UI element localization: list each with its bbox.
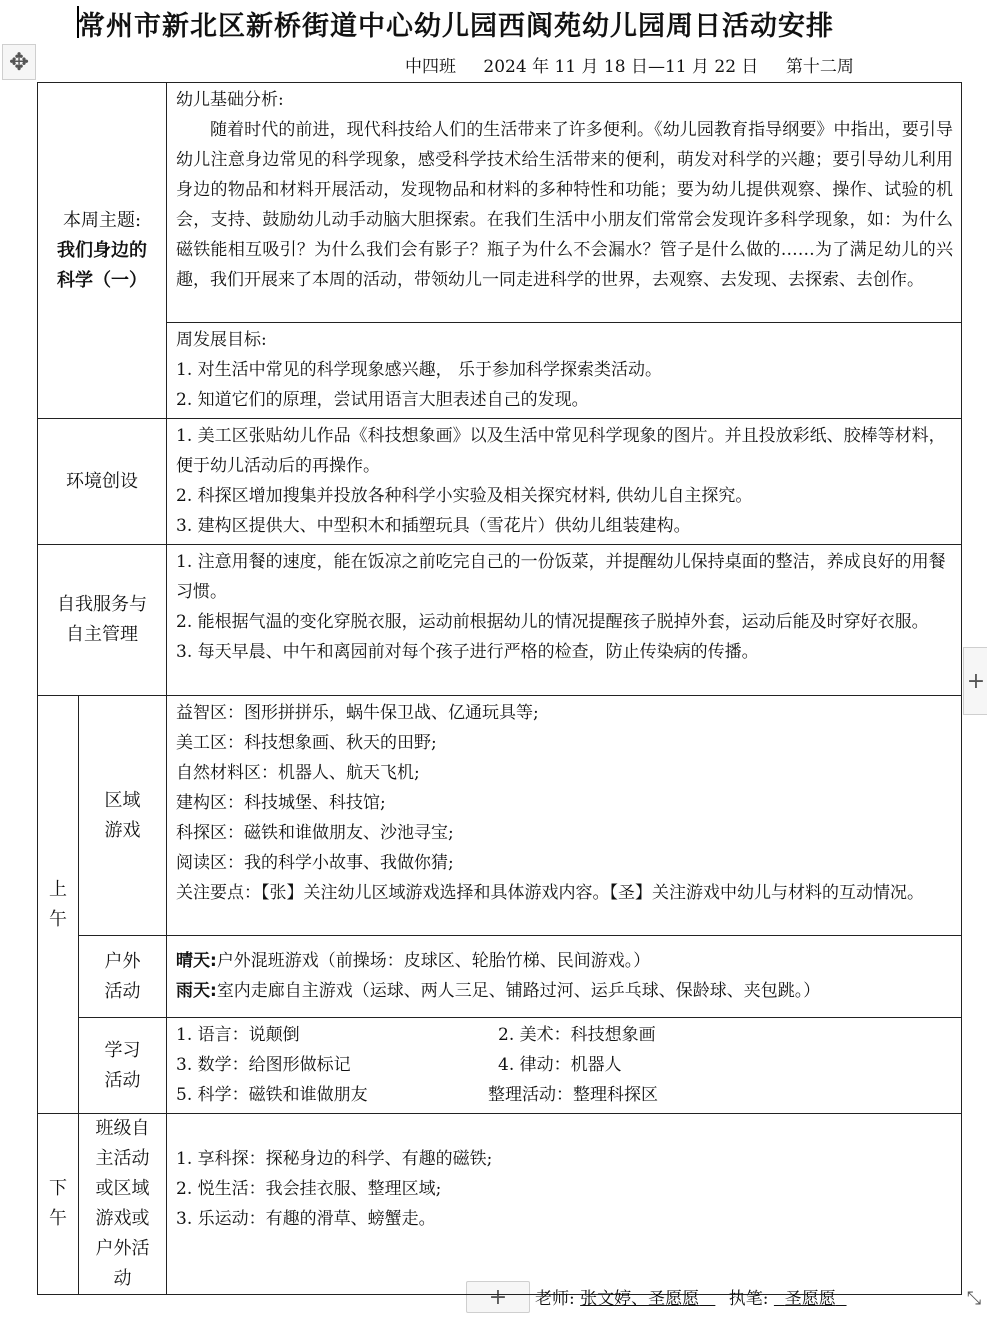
afternoon-item: 3. 乐运动：有趣的滑草、螃蟹走。 [176,1208,436,1229]
goal-item: 1. 对生活中常见的科学现象感兴趣， 乐于参加科学探索类活动。 [176,360,663,380]
environment-item: 3. 建构区提供大、中型积木和插塑玩具（雪花片）供幼儿组装建构。 [176,516,691,536]
afternoon-item: 1. 享科探：探秘身边的科学、有趣的磁铁; [176,1148,493,1169]
rainy-line [176,976,953,1006]
area-game-item: 建构区：科技城堡、科技馆; [176,793,386,813]
theme-name-line2: 科学（一） [57,269,147,291]
morning-label-cell [38,696,79,1114]
rainy-label: 雨天: [176,981,217,1001]
learning-item: 1. 语言：说颠倒 [176,1025,300,1045]
outdoor-label-cell [79,936,167,1018]
area-games-cell[interactable] [167,696,962,936]
area-games-label-line1: 区域 [104,789,141,811]
area-game-item: 自然材料区：机器人、航天飞机; [176,763,420,783]
self-service-cell[interactable] [167,545,962,696]
afternoon-cell[interactable] [167,1114,962,1295]
area-game-item: 科探区：磁铁和谁做朋友、沙池寻宝; [176,823,454,843]
table-resize-icon[interactable]: ⤡ [966,1287,982,1309]
analysis-text: 随着时代的前进，现代科技给人们的生活带来了许多便利。《幼儿园教育指导纲要》中指出，要引导幼儿注意身边常见的科学现象，感受科学技术给生活带来的便利，萌发对科学的兴趣；要引导幼儿利用身边的物品和材料开展活动，发现物品和材料的多种特性和功能；要为幼儿提供观察、操作、试验的机会，支持、鼓励幼儿动手动脑大胆探索。在我们生活中小朋友们常常会发现许多科学现象，如：为什么磁铁能相互吸引？为什么我们会有影子？瓶子为什么不会漏水？管子是什么做的……为了满足幼儿的兴趣，我们开展来了本周的活动，带领幼儿一同走进科学的世界，去观察、去发现、去探索、去创作。 [176,120,953,290]
sunny-text: 户外混班游戏（前操场：皮球区、轮胎竹梯、民间游戏。） [216,951,651,971]
area-game-item: 阅读区：我的科学小故事、我做你猜; [176,853,454,873]
afternoon-sub-label: 户外活 [95,1238,150,1259]
week-number: 第十二周 [785,57,854,77]
goals-heading: 周发展目标: [176,330,267,350]
learning-item: 2. 美术：科技想象画 [498,1025,656,1045]
footer-signature [535,1284,847,1309]
afternoon-label-cell [38,1114,79,1295]
self-service-item: 2. 能根据气温的变化穿脱衣服，运动前根据幼儿的情况提醒孩子脱掉外套，运动后能及时穿好衣服。 [176,612,929,632]
teacher-label: 老师: [535,1289,575,1309]
learning-grid [176,1020,953,1110]
week-info [405,52,876,77]
date-range: 2024 年 11 月 18 日—11 月 22 日 [483,57,759,77]
learning-label-cell [79,1018,167,1114]
area-game-focus: 关注要点：【张】关注幼儿区域游戏选择和具体游戏内容。【圣】关注游戏中幼儿与材料的互动情况。 [176,883,924,903]
page-title: 常州市新北区新桥街道中心幼儿园西阆苑幼儿园周日活动安排 [78,11,834,42]
analysis-cell[interactable] [167,83,962,323]
self-service-item: 1. 注意用餐的速度，能在饭凉之前吃完自己的一份饭菜，并提醒幼儿保持桌面的整洁，养成良好的用餐习惯。 [176,552,946,602]
writer-label: 执笔: [728,1289,769,1309]
theme-row [38,83,962,323]
environment-row [38,419,962,545]
outdoor-row [38,936,962,1018]
goals-cell[interactable] [167,323,962,419]
environment-label: 环境创设 [38,419,167,545]
area-games-row [38,696,962,936]
self-service-row [38,545,962,696]
self-service-item: 3. 每天早晨、中午和离园前对每个孩子进行严格的检查，防止传染病的传播。 [176,642,759,662]
sunny-label: 晴天: [176,951,217,971]
theme-name-line1: 我们身边的 [57,239,147,261]
afternoon-item: 2. 悦生活：我会挂衣服、整理区域; [176,1178,442,1199]
learning-label-line1: 学习 [104,1039,141,1061]
afternoon-sub-label-cell [79,1114,167,1295]
afternoon-label-line2: 午 [49,1208,67,1229]
writer-name: 圣愿愿 [784,1289,836,1309]
learning-item: 4. 律动：机器人 [498,1055,622,1075]
add-row-icon[interactable]: + [466,1281,530,1313]
afternoon-row [38,1114,962,1295]
morning-label-line1: 上 [49,878,67,900]
sunny-line [176,946,953,976]
table-move-icon[interactable]: ✥ [2,44,36,80]
class-name: 中四班 [405,57,456,77]
learning-label-line2: 活动 [104,1069,141,1091]
afternoon-sub-label: 动 [113,1268,132,1289]
goals-row [38,323,962,419]
outdoor-cell[interactable] [167,936,962,1018]
afternoon-sub-label: 游戏或 [95,1208,150,1229]
schedule-table [37,82,962,1295]
self-service-label-cell [38,545,167,696]
add-column-icon[interactable]: + [963,647,987,715]
learning-item: 3. 数学：给图形做标记 [176,1055,351,1075]
rainy-text: 室内走廊自主游戏（运球、两人三足、铺路过河、运乒乓球、保龄球、夹包跳。） [216,981,821,1001]
outdoor-label-line2: 活动 [104,980,141,1002]
afternoon-blank-line [176,1234,953,1264]
learning-cell[interactable] [167,1018,962,1114]
theme-label-cell [38,83,167,419]
morning-label-line2: 午 [49,908,67,930]
self-service-label-line2: 自主管理 [66,624,138,645]
environment-item: 1. 美工区张贴幼儿作品《科技想象画》以及生活中常见科学现象的图片。并且投放彩纸、胶棒等材料，便于幼儿活动后的再操作。 [176,426,946,476]
learning-item: 5. 科学：磁铁和谁做朋友 [176,1085,368,1105]
teacher-names: 张文婷、圣愿愿 [580,1289,700,1309]
area-games-label-cell [79,696,167,936]
environment-item: 2. 科探区增加搜集并投放各种科学小实验及相关探究材料, 供幼儿自主探究。 [176,486,753,506]
area-game-item: 益智区：图形拼拼乐，蜗牛保卫战、亿通玩具等; [176,703,539,723]
learning-item: 整理活动：整理科探区 [488,1085,658,1105]
outdoor-label-line1: 户外 [104,950,141,972]
afternoon-sub-label: 班级自 [95,1118,150,1139]
theme-label: 本周主题: [62,209,142,231]
area-game-item: 美工区：科技想象画、秋天的田野; [176,733,437,753]
goal-item: 2. 知道它们的原理，尝试用语言大胆表述自己的发现。 [176,390,589,410]
self-service-label-line1: 自我服务与 [57,594,147,615]
afternoon-label-line1: 下 [49,1178,67,1199]
afternoon-sub-label: 或区域 [95,1178,150,1199]
learning-row [38,1018,962,1114]
analysis-heading: 幼儿基础分析: [176,90,284,110]
environment-cell[interactable] [167,419,962,545]
area-games-label-line2: 游戏 [104,819,141,841]
afternoon-sub-label: 主活动 [95,1148,150,1169]
